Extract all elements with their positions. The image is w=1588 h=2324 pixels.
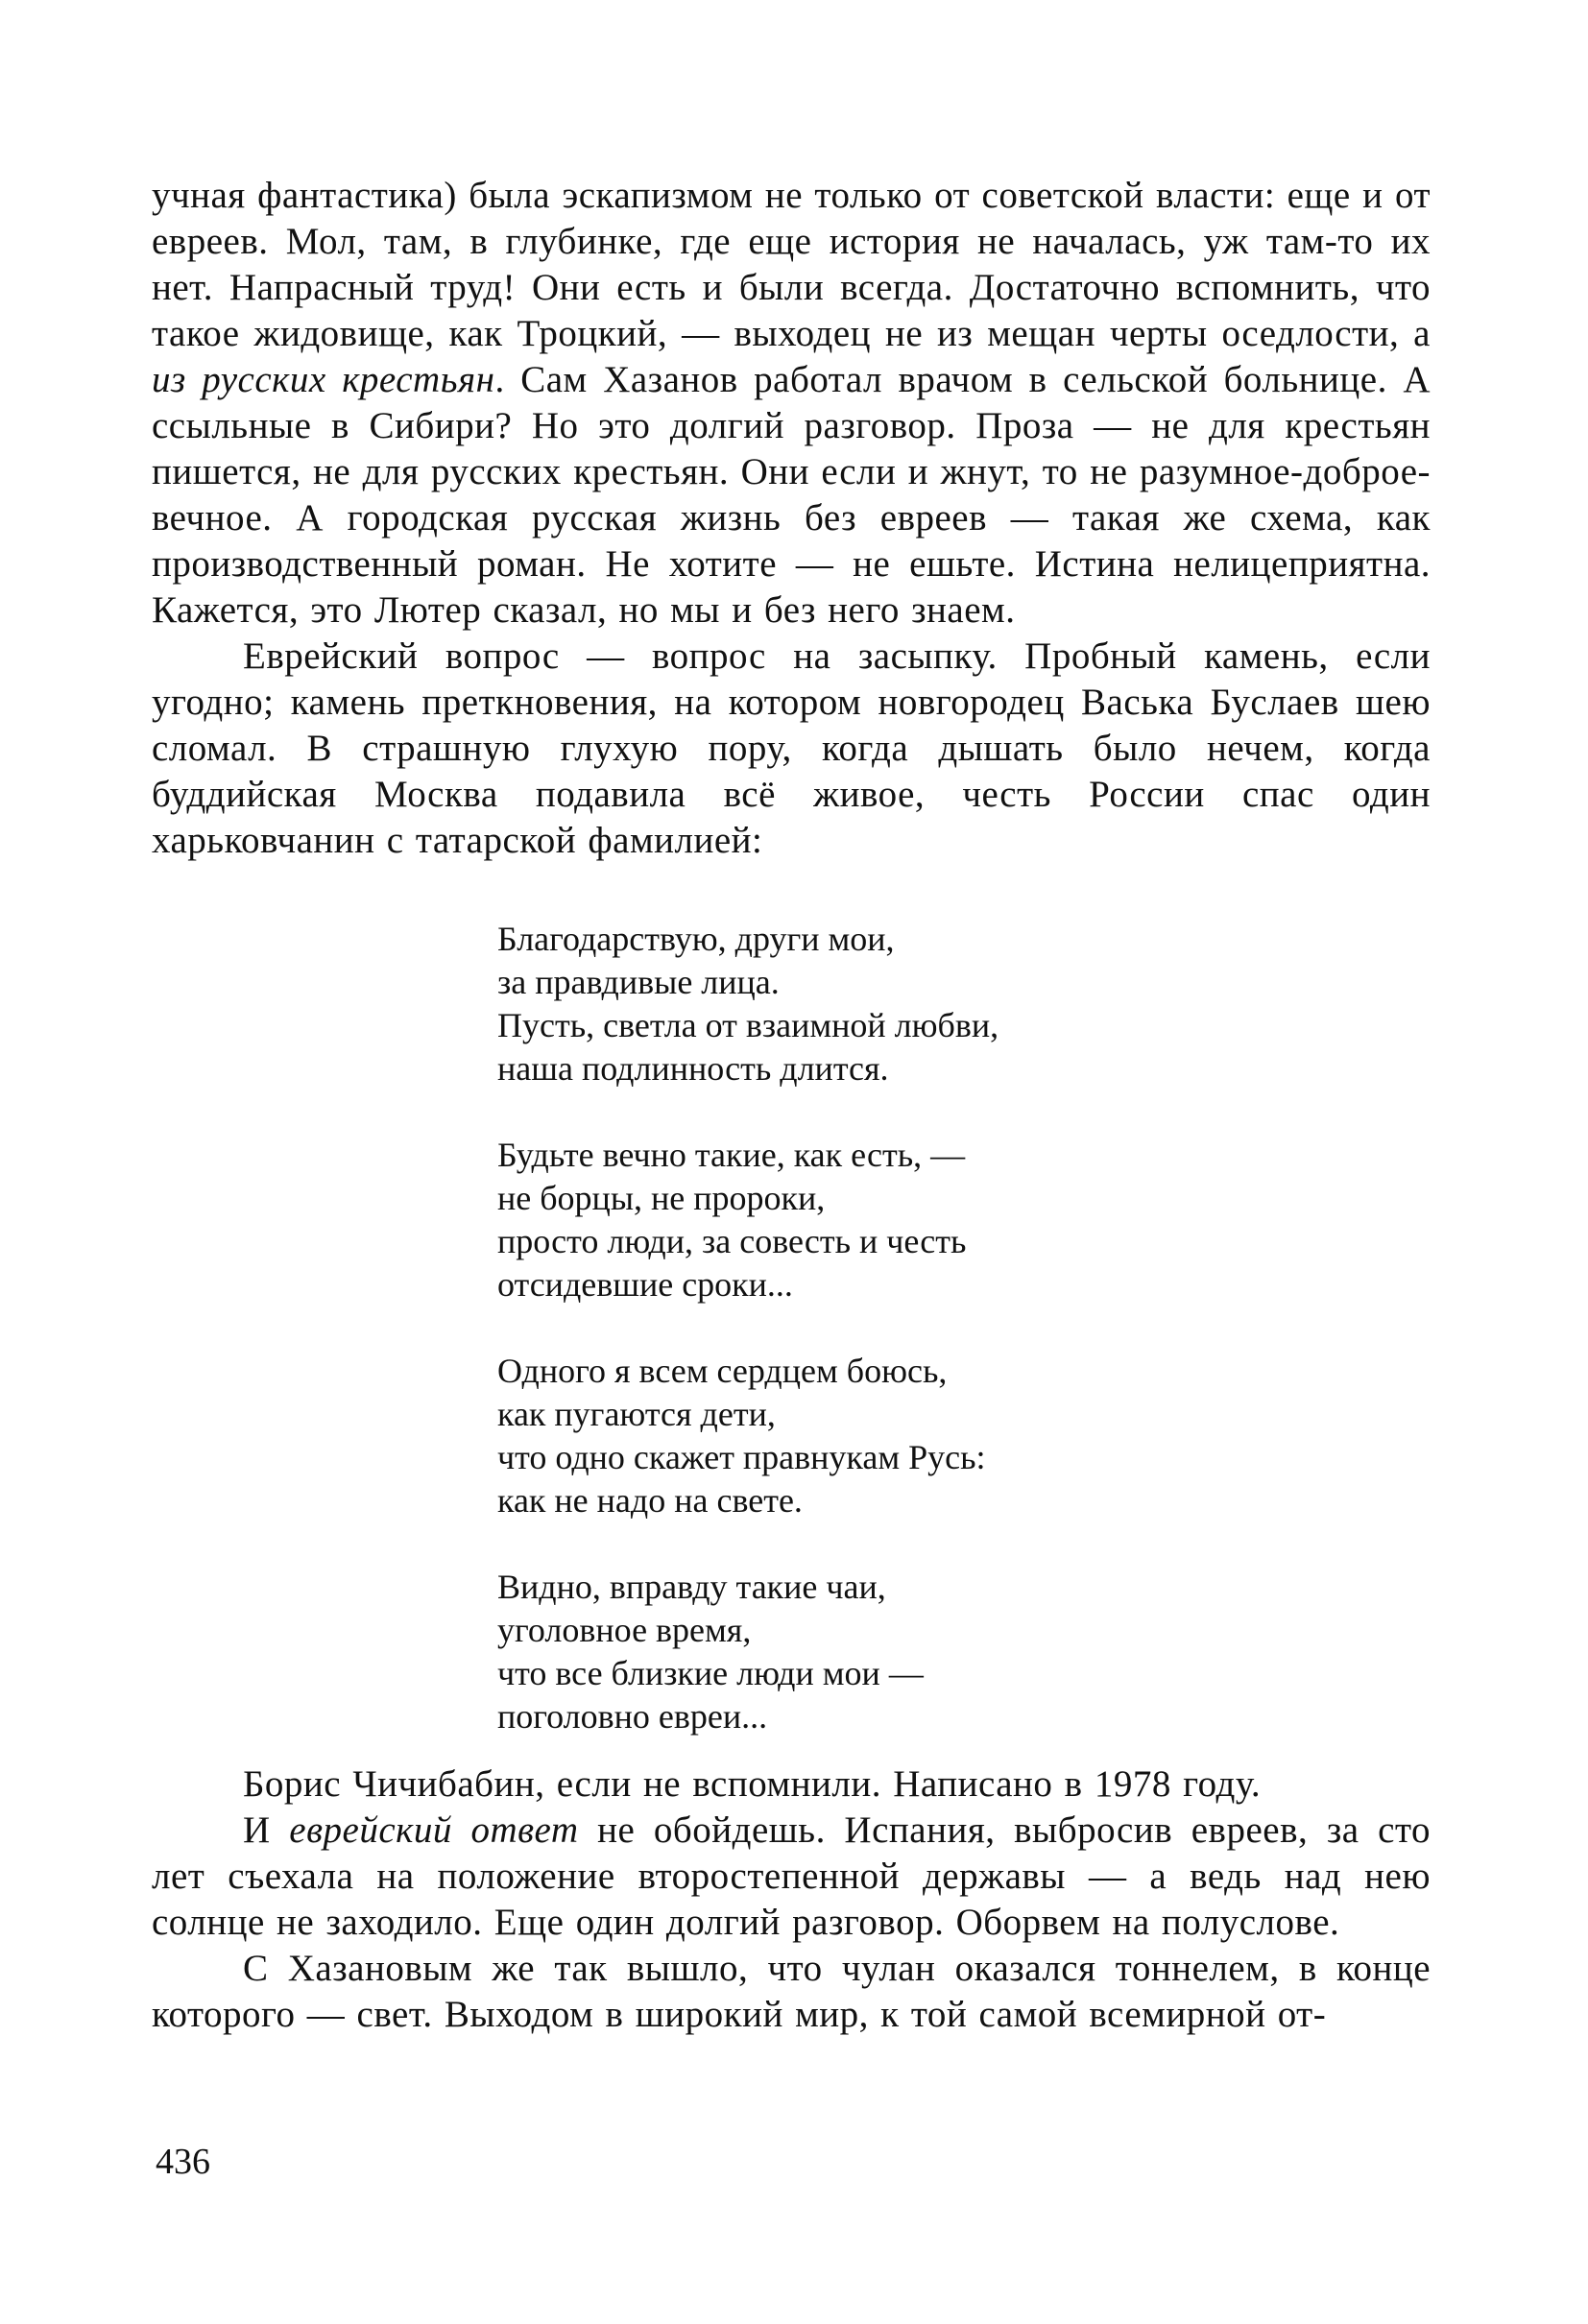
poem-quote [497,918,1431,1738]
poem-line: что одно скажет правнукам Русь: [497,1438,986,1476]
paragraph [152,634,1431,864]
text-run: Еврейский вопрос — вопрос на засыпку. Пробный камень, если угодно; камень преткновения, на котором новгородец Васька Буслаев шею сломал. В страшную глухую пору, когда дышать было нечем, когда буддийская Москва подавила всё живое, честь России спас один харьковчанин с татарской фамилией: [152,635,1431,861]
poem-line: за правдивые лица. [497,963,780,1001]
italic-text-run: еврейский ответ [289,1809,579,1851]
poem-stanza [497,1134,1431,1306]
text-run: С Хазановым же так вышло, что чулан оказался тоннелем, в конце которого — свет. Выходом в широкий мир, к той самой всемирной от- [152,1948,1431,2035]
poem-line: просто люди, за совесть и честь [497,1222,967,1260]
paragraph [152,1808,1431,1946]
poem-line: Пусть, светла от взаимной любви, [497,1006,999,1044]
poem-line: не борцы, не пророки, [497,1179,826,1217]
poem-line: как не надо на свете. [497,1481,803,1520]
poem-line: что все близкие люди мои — [497,1654,924,1692]
page-text [152,173,1431,2038]
poem-line: наша подлинность длится. [497,1049,889,1088]
poem-line: поголовно евреи... [497,1697,768,1736]
poem-line: Благодарствую, други мои, [497,920,895,958]
text-run: И [243,1809,290,1851]
italic-text-run: из русских крестьян [152,359,495,400]
poem-line: уголовное время, [497,1611,752,1649]
text-run: . Сам Хазанов работал врачом в сельской больнице. А ссыльные в Сибири? Но это долгий разговор. Проза — не для крестьян пишется, не для русских крестьян. Они если и жнут, то не разумное-доброе-вечное. А городская русская жизнь без евреев — такая же схема, как производственный роман. Не хотите — не ешьте. Истина нелицеприятна. Кажется, это Лютер сказал, но мы и без него знаем. [152,359,1431,631]
paragraph [152,1761,1431,1808]
poem-stanza [497,918,1431,1090]
paragraph [152,1946,1431,2038]
poem-line: Одного я всем сердцем боюсь, [497,1352,948,1390]
poem-stanza [497,1566,1431,1738]
poem-line: как пугаются дети, [497,1395,776,1433]
poem-stanza [497,1350,1431,1522]
text-run: учная фантастика) была эскапизмом не только от советской власти: еще и от евреев. Мол, там, в глубинке, где еще история не началась, уж там-то их нет. Напрасный труд! Они есть и были всегда. Достаточно вспомнить, что такое жидовище, как Троцкий, — выходец не из мещан черты оседлости, а [152,175,1431,354]
poem-line: Будьте вечно такие, как есть, — [497,1136,966,1174]
poem-line: Видно, вправду такие чаи, [497,1568,886,1606]
page-number: 436 [156,2142,210,2182]
text-run: Борис Чичибабин, если не вспомнили. Написано в 1978 году. [243,1763,1262,1805]
paragraph [152,173,1431,634]
text-run: не обойдешь. Испания, выбросив евреев, за сто лет съехала на положение второстепенной державы — а ведь над нею солнце не заходило. Еще один долгий разговор. Оборвем на полуслове. [152,1809,1431,1943]
poem-line: отсидевшие сроки... [497,1265,793,1304]
